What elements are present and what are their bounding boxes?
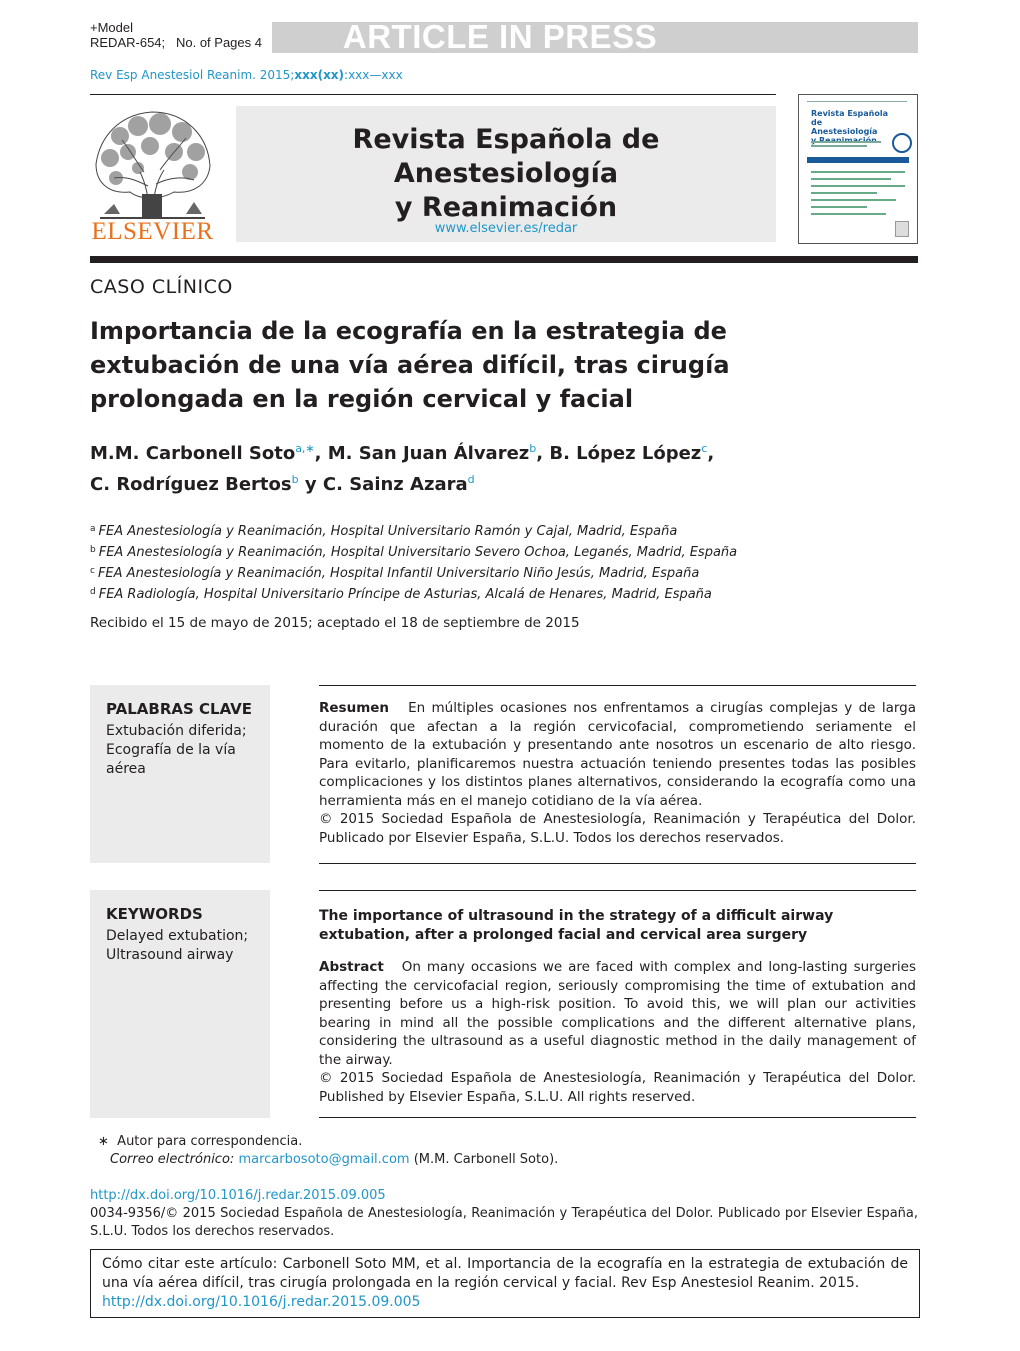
author-list bbox=[90, 436, 890, 498]
author-affil-mark[interactable]: b bbox=[529, 442, 537, 455]
correspondence-footnote bbox=[98, 1133, 558, 1169]
header-top-rule bbox=[90, 94, 776, 95]
affiliation-item bbox=[90, 583, 910, 604]
correspondence-label: Autor para correspondencia. bbox=[117, 1134, 303, 1149]
keywords-box-en bbox=[90, 890, 270, 1118]
copyright-en: © 2015 Sociedad Española de Anestesiología, Reanimación y Terapéutica del Dolor. Published by Elsevier España, S.L.U. All rights reserved. bbox=[319, 1070, 916, 1105]
received-dates: Recibido el 15 de mayo de 2015; aceptado el 18 de septiembre de 2015 bbox=[90, 615, 580, 631]
author-name[interactable]: M. San Juan Álvarez bbox=[327, 443, 530, 464]
cover-title-2: de Anestesiología bbox=[811, 118, 878, 136]
elsevier-logo[interactable] bbox=[90, 106, 215, 246]
affiliations bbox=[90, 520, 910, 604]
abstract-label-es: Resumen bbox=[319, 700, 390, 716]
journal-url-link[interactable]: www.elsevier.es/redar bbox=[434, 221, 578, 236]
journal-title bbox=[236, 123, 776, 225]
author-name[interactable]: C. Sainz Azara bbox=[322, 474, 468, 495]
keyword-item: Delayed extubation; bbox=[106, 928, 249, 944]
keywords-heading-en: KEYWORDS bbox=[106, 905, 203, 923]
journal-title-line1: Revista Española de Anestesiología bbox=[352, 124, 660, 189]
affiliation-item bbox=[90, 562, 910, 583]
keyword-item: Ultrasound airway bbox=[106, 947, 234, 963]
abstract-body-en: On many occasions we are faced with complex and long-lasting surgeries affecting the cervicofacial region, seriously compromising the time of extubation and presenting before us a high-risk position. To avoid this, we will plan our activities bearing in mind all the possible complications and the different alternative plans, considering the ultrasound as a useful diagnostic method in the daily management of the airway. bbox=[319, 959, 917, 1068]
english-title: The importance of ultrasound in the strategy of a difficult airway extubation, after a prolonged facial and cervical area surgery bbox=[319, 908, 834, 943]
affiliation-item bbox=[90, 520, 910, 541]
keyword-item: aérea bbox=[106, 761, 146, 777]
author-separator: y bbox=[298, 474, 323, 495]
keywords-box-es bbox=[90, 685, 270, 863]
abstract-en bbox=[319, 958, 916, 1106]
author-name[interactable]: C. Rodríguez Bertos bbox=[90, 474, 292, 495]
author-separator: , bbox=[707, 443, 715, 464]
email-label: Correo electrónico: bbox=[110, 1152, 235, 1167]
abstract-rule-en-bottom bbox=[319, 1117, 916, 1118]
copyright-es: © 2015 Sociedad Española de Anestesiología, Reanimación y Terapéutica del Dolor. Publicado por Elsevier España, S.L.U. Todos los derechos reservados. bbox=[319, 811, 916, 846]
header-thick-rule bbox=[90, 256, 918, 263]
journal-title-line2: y Reanimación bbox=[394, 192, 618, 223]
author-affil-mark[interactable]: d bbox=[467, 473, 475, 486]
email-link[interactable]: marcarbosoto@gmail.com bbox=[238, 1152, 410, 1167]
issn-copyright: 0034-9356/© 2015 Sociedad Española de Anestesiología, Reanimación y Terapéutica del Dolor. Publicado por Elsevier España, S.L.U. Todos los derechos reservados. bbox=[90, 1206, 918, 1239]
how-to-cite-doi-link[interactable]: http://dx.doi.org/10.1016/j.redar.2015.09.005 bbox=[102, 1294, 421, 1310]
abstract-es bbox=[319, 699, 916, 847]
cover-band bbox=[807, 157, 909, 163]
author-affil-mark[interactable]: c bbox=[701, 442, 708, 455]
correspondence-line: ∗ Autor para correspondencia. bbox=[98, 1134, 303, 1149]
model-label: +Model bbox=[90, 20, 133, 35]
abstract-label-en: Abstract bbox=[319, 959, 384, 975]
abstract-body-es: En múltiples ocasiones nos enfrentamos a cirugías complejas y de larga duración que afectan a la región cervicofacial, comprometiendo seriamente el momento de la extubación y presentando ante nosotros un escenario de alto riesgo. Para evitarlo, planificaremos nuestra actuación teniendo presentes todas las posibles complicaciones y los distintos planes alternativos, considerando la ecografía como una herramienta más en el manejo cotidiano de la vía aérea. bbox=[319, 700, 916, 809]
author-name[interactable]: B. López López bbox=[549, 443, 702, 464]
author-separator: , bbox=[314, 443, 328, 464]
how-to-cite-text: Cómo citar este artículo: Carbonell Soto MM, et al. Importancia de la ecografía en la estrategia de extubación de una vía aérea difícil, tras cirugía prolongada en la región cervical y facial. Rev Esp Anestesiol Reanim. 2015. bbox=[102, 1256, 908, 1291]
page-count: No. of Pages 4 bbox=[175, 35, 262, 50]
keywords-heading-es: PALABRAS CLAVE bbox=[106, 700, 253, 718]
ref-pages bbox=[90, 35, 262, 50]
affiliation-text: FEA Radiología, Hospital Universitario Príncipe de Asturias, Alcalá de Henares, Madrid, España bbox=[98, 587, 712, 602]
keyword-item: Ecografía de la vía bbox=[106, 742, 236, 758]
cover-title-1: Revista Española bbox=[811, 109, 888, 118]
affiliation-text: FEA Anestesiología y Reanimación, Hospital Universitario Severo Ochoa, Leganés, Madrid, España bbox=[98, 545, 738, 560]
cover-elsevier-mini-logo bbox=[895, 221, 909, 237]
cover-toc-lines bbox=[811, 171, 905, 215]
abstract-rule-es-top bbox=[319, 685, 916, 686]
citation-volume: xxx(xx) bbox=[294, 68, 345, 82]
email-line bbox=[98, 1151, 558, 1169]
ref-code: REDAR-654; bbox=[90, 35, 166, 50]
author-affil-mark[interactable]: b bbox=[291, 473, 299, 486]
abstract-rule-es-bottom bbox=[319, 863, 916, 864]
article-title: Importancia de la ecografía en la estrategia de extubación de una vía aérea difícil, tras cirugía prolongada en la región cervical y facial bbox=[90, 317, 730, 413]
cover-seal-icon bbox=[892, 133, 912, 153]
affiliation-item bbox=[90, 541, 910, 562]
journal-cover-thumbnail[interactable] bbox=[798, 94, 918, 244]
author-affil-mark[interactable]: a,∗ bbox=[295, 442, 315, 455]
affiliation-text: FEA Anestesiología y Reanimación, Hospital Universitario Ramón y Cajal, Madrid, España bbox=[98, 524, 678, 539]
affiliation-key: c bbox=[90, 566, 95, 576]
citation-prefix: Rev Esp Anestesiol Reanim. 2015; bbox=[90, 68, 295, 82]
author-name[interactable]: M.M. Carbonell Soto bbox=[90, 443, 296, 464]
keyword-item: Extubación diferida; bbox=[106, 723, 247, 739]
affiliation-key: b bbox=[90, 545, 96, 555]
cover-subtitle-lines bbox=[811, 141, 881, 151]
article-in-press-label: ARTICLE IN PRESS bbox=[342, 18, 658, 55]
doi-link[interactable]: http://dx.doi.org/10.1016/j.redar.2015.09.005 bbox=[90, 1188, 386, 1203]
journal-citation[interactable] bbox=[90, 68, 403, 82]
cover-title bbox=[811, 109, 891, 145]
affiliation-key: d bbox=[90, 587, 96, 597]
affiliation-text: FEA Anestesiología y Reanimación, Hospital Infantil Universitario Niño Jesús, Madrid, España bbox=[97, 566, 700, 581]
how-to-cite-box bbox=[90, 1249, 920, 1318]
cover-rule bbox=[807, 101, 907, 102]
author-separator: , bbox=[536, 443, 550, 464]
abstract-rule-en-top bbox=[319, 890, 916, 891]
citation-pages: :xxx—xxx bbox=[344, 68, 403, 82]
elsevier-wordmark: ELSEVIER bbox=[91, 218, 214, 245]
doi-copyright-block bbox=[90, 1187, 918, 1241]
affiliation-key: a bbox=[90, 524, 96, 534]
email-owner: (M.M. Carbonell Soto). bbox=[413, 1152, 559, 1167]
manuscript-model bbox=[90, 20, 262, 50]
article-type: CASO CLÍNICO bbox=[90, 276, 233, 298]
